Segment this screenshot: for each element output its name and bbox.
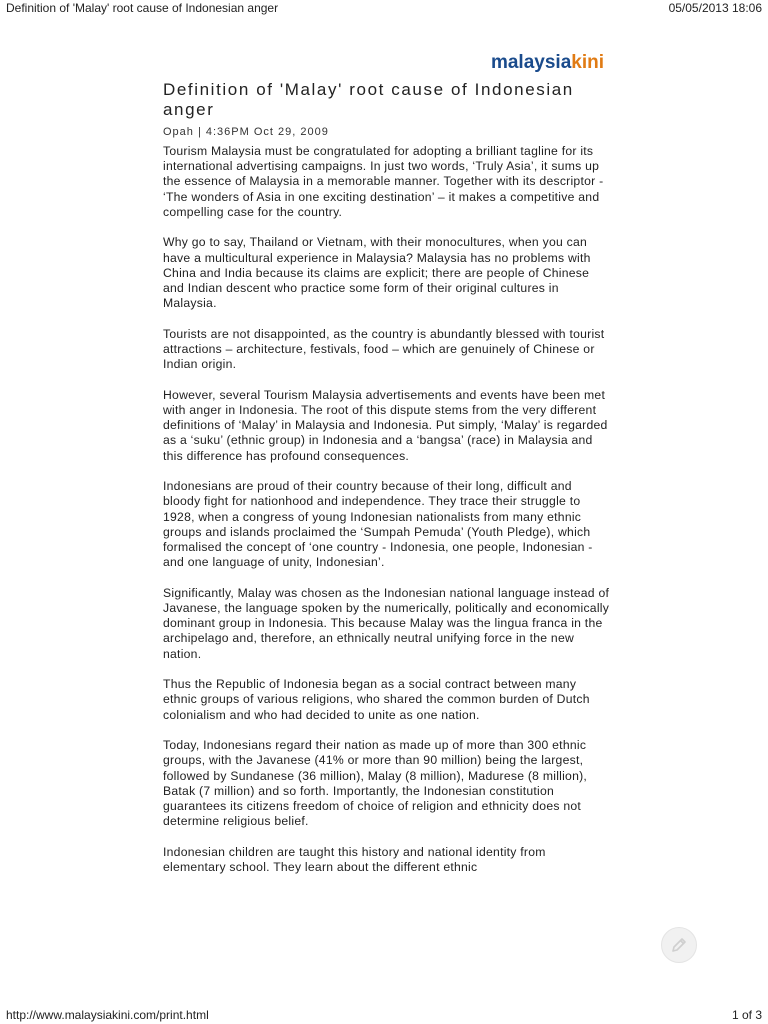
article-paragraph: Why go to say, Thailand or Vietnam, with their monocultures, when you can have a multicultural experience in Malaysia? Malaysia has no problems with China and India because its claims are explicit; there are people of Chinese and Indian descent who practice some form of their original cultures in Malaysia. <box>163 235 591 311</box>
article-paragraph: Tourism Malaysia must be congratulated for adopting a brilliant tagline for its international advertising campaigns. In just two words, ‘Truly Asia’, it sums up the essence of Malaysia in a memorable manner. Together with its descriptor - ‘The wonders of Asia in one exciting destination’ – it makes a competitive and compelling case for the country. <box>163 144 604 219</box>
article-body <box>163 144 611 875</box>
print-footer-url: http://www.malaysiakini.com/print.html <box>6 1008 209 1022</box>
article-paragraph: Today, Indonesians regard their nation as made up of more than 300 ethnic groups, with the Javanese (41% or more than 90 million) being the largest, followed by Sundanese (36 million), Malay (8 million), Madurese (8 million), Batak (7 million) and so forth. Importantly, the Indonesian constitution guarantees its citizens freedom of choice of religion and ethnicity does not determine religious belief. <box>163 738 588 829</box>
article-paragraph: Significantly, Malay was chosen as the Indonesian national language instead of Javanese, the language spoken by the numerically, politically and economically dominant group in Indonesia. This because Malay was the lingua franca in the archipelago and, therefore, an ethnically neutral unifying force in the new nation. <box>163 585 610 661</box>
article-title: Definition of 'Malay' root cause of Indonesian anger <box>163 80 574 119</box>
floating-edit-button[interactable] <box>661 927 697 963</box>
article-byline: Opah | 4:36PM Oct 29, 2009 <box>163 126 329 138</box>
article <box>163 80 611 891</box>
article-paragraph: Indonesian children are taught this history and national identity from elementary school. They learn about the different ethnic <box>163 844 546 875</box>
print-header-datetime: 05/05/2013 18:06 <box>668 1 762 15</box>
article-paragraph: However, several Tourism Malaysia advertisements and events have been met with anger in Indonesia. The root of this dispute stems from the very different definitions of ‘Malay’ in Malaysia and Indonesia. Put simply, ‘Malay’ is regarded as a ‘suku’ (ethnic group) in Indonesia and a ‘bangsa’ (race) in Malaysia and this difference has profound consequences. <box>163 387 608 463</box>
article-paragraph: Indonesians are proud of their country because of their long, difficult and bloody fight for nationhood and independence. They trace their struggle to 1928, when a congress of young Indonesian nationalists from many ethnic groups and islands proclaimed the ‘Sumpah Pemuda’ (Youth Pledge), which formalised the concept of ‘one country - Indonesia, one people, Indonesian - and one language of unity, Indonesian’. <box>163 479 593 570</box>
print-footer-page: 1 of 3 <box>731 1008 762 1022</box>
malaysiakini-logo <box>491 52 604 74</box>
article-paragraph: Thus the Republic of Indonesia began as a social contract between many ethnic groups of various religions, who shared the common burden of Dutch colonialism and who had decided to unite as one nation. <box>163 677 590 722</box>
pencil-icon <box>670 936 688 954</box>
article-paragraph: Tourists are not disappointed, as the country is abundantly blessed with tourist attractions – architecture, festivals, food – which are genuinely of Chinese or Indian origin. <box>163 326 605 372</box>
logo-part-kini: kini <box>571 52 604 73</box>
print-header-title: Definition of 'Malay' root cause of Indonesian anger <box>6 1 279 15</box>
logo-part-malaysia: malaysia <box>490 52 572 73</box>
